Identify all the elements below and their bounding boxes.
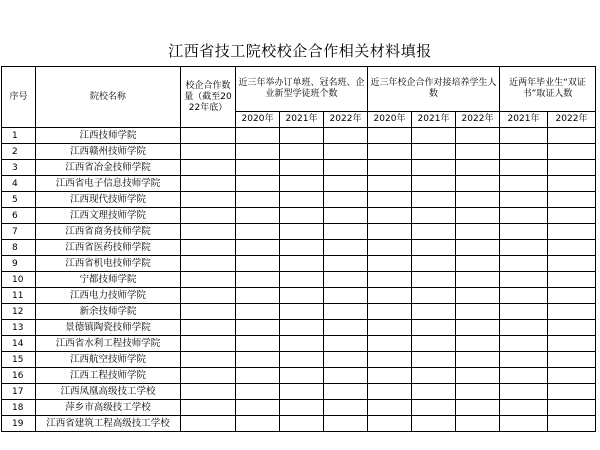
row-number-cell[interactable]: 19 xyxy=(2,416,36,432)
school-name-cell[interactable]: 江西省医药技师学院 xyxy=(36,240,181,256)
value-cell[interactable] xyxy=(412,304,456,320)
value-cell[interactable] xyxy=(548,288,596,304)
value-cell[interactable] xyxy=(324,288,368,304)
row-number-cell[interactable]: 8 xyxy=(2,240,36,256)
row-number-cell[interactable]: 17 xyxy=(2,384,36,400)
value-cell[interactable] xyxy=(456,128,500,144)
value-cell[interactable] xyxy=(368,192,412,208)
row-number-cell[interactable]: 12 xyxy=(2,304,36,320)
table-row xyxy=(2,400,596,416)
table-row xyxy=(2,336,596,352)
value-cell[interactable] xyxy=(280,272,324,288)
value-cell[interactable] xyxy=(368,128,412,144)
value-cell[interactable] xyxy=(548,160,596,176)
value-cell[interactable] xyxy=(280,416,324,432)
value-cell[interactable] xyxy=(456,208,500,224)
table-row xyxy=(2,384,596,400)
value-cell[interactable] xyxy=(368,352,412,368)
value-cell[interactable] xyxy=(181,368,236,384)
value-cell[interactable] xyxy=(368,304,412,320)
value-cell[interactable] xyxy=(548,368,596,384)
table-row xyxy=(2,256,596,272)
value-cell[interactable] xyxy=(456,272,500,288)
value-cell[interactable] xyxy=(548,208,596,224)
value-cell[interactable] xyxy=(181,176,236,192)
value-cell[interactable] xyxy=(368,224,412,240)
year-header[interactable]: 2020年 xyxy=(368,112,412,128)
value-cell[interactable] xyxy=(412,192,456,208)
value-cell[interactable] xyxy=(324,224,368,240)
value-cell[interactable] xyxy=(500,320,548,336)
value-cell[interactable] xyxy=(412,384,456,400)
value-cell[interactable] xyxy=(236,240,280,256)
column-header-students[interactable]: 近三年校企合作对接培养学生人数 xyxy=(368,67,500,112)
table-body xyxy=(2,128,596,432)
value-cell[interactable] xyxy=(412,160,456,176)
value-cell[interactable] xyxy=(456,416,500,432)
value-cell[interactable] xyxy=(456,192,500,208)
table-row xyxy=(2,272,596,288)
value-cell[interactable] xyxy=(368,368,412,384)
value-cell[interactable] xyxy=(548,400,596,416)
value-cell[interactable] xyxy=(548,240,596,256)
value-cell[interactable] xyxy=(548,272,596,288)
value-cell[interactable] xyxy=(500,240,548,256)
value-cell[interactable] xyxy=(280,336,324,352)
value-cell[interactable] xyxy=(412,240,456,256)
value-cell[interactable] xyxy=(236,224,280,240)
value-cell[interactable] xyxy=(456,288,500,304)
value-cell[interactable] xyxy=(236,288,280,304)
school-name-cell[interactable]: 江西文理技师学院 xyxy=(36,208,181,224)
value-cell[interactable] xyxy=(368,288,412,304)
value-cell[interactable] xyxy=(181,208,236,224)
value-cell[interactable] xyxy=(324,400,368,416)
value-cell[interactable] xyxy=(500,384,548,400)
value-cell[interactable] xyxy=(412,128,456,144)
table-row xyxy=(2,224,596,240)
value-cell[interactable] xyxy=(324,256,368,272)
table-row xyxy=(2,240,596,256)
year-header[interactable]: 2021年 xyxy=(500,112,548,128)
value-cell[interactable] xyxy=(181,240,236,256)
value-cell[interactable] xyxy=(456,176,500,192)
value-cell[interactable] xyxy=(548,256,596,272)
value-cell[interactable] xyxy=(548,176,596,192)
value-cell[interactable] xyxy=(456,240,500,256)
table-row xyxy=(2,128,596,144)
value-cell[interactable] xyxy=(181,288,236,304)
value-cell[interactable] xyxy=(368,240,412,256)
school-name-cell[interactable]: 景德镇陶瓷技师学院 xyxy=(36,320,181,336)
value-cell[interactable] xyxy=(181,224,236,240)
value-cell[interactable] xyxy=(456,320,500,336)
year-header[interactable]: 2022年 xyxy=(324,112,368,128)
school-name-cell[interactable]: 江西航空技师学院 xyxy=(36,352,181,368)
value-cell[interactable] xyxy=(500,416,548,432)
row-number-cell[interactable]: 4 xyxy=(2,176,36,192)
value-cell[interactable] xyxy=(456,256,500,272)
value-cell[interactable] xyxy=(181,192,236,208)
table-row xyxy=(2,208,596,224)
value-cell[interactable] xyxy=(456,400,500,416)
value-cell[interactable] xyxy=(368,416,412,432)
value-cell[interactable] xyxy=(181,352,236,368)
value-cell[interactable] xyxy=(181,144,236,160)
value-cell[interactable] xyxy=(412,288,456,304)
value-cell[interactable] xyxy=(280,176,324,192)
header-row xyxy=(2,67,596,112)
table-row xyxy=(2,304,596,320)
value-cell[interactable] xyxy=(500,208,548,224)
value-cell[interactable] xyxy=(412,352,456,368)
value-cell[interactable] xyxy=(456,160,500,176)
value-cell[interactable] xyxy=(324,240,368,256)
value-cell[interactable] xyxy=(280,368,324,384)
year-header[interactable]: 2020年 xyxy=(236,112,280,128)
value-cell[interactable] xyxy=(412,208,456,224)
row-number-cell[interactable]: 6 xyxy=(2,208,36,224)
value-cell[interactable] xyxy=(456,336,500,352)
value-cell[interactable] xyxy=(412,336,456,352)
table-row xyxy=(2,352,596,368)
value-cell[interactable] xyxy=(368,336,412,352)
value-cell[interactable] xyxy=(412,272,456,288)
value-cell[interactable] xyxy=(500,304,548,320)
value-cell[interactable] xyxy=(324,272,368,288)
table-row xyxy=(2,192,596,208)
column-header-certificates[interactable]: 近两年毕业生“双证书”取证人数 xyxy=(500,67,596,112)
value-cell[interactable] xyxy=(280,304,324,320)
value-cell[interactable] xyxy=(548,128,596,144)
value-cell[interactable] xyxy=(500,352,548,368)
row-number-cell[interactable]: 15 xyxy=(2,352,36,368)
value-cell[interactable] xyxy=(412,416,456,432)
table-row xyxy=(2,320,596,336)
value-cell[interactable] xyxy=(500,336,548,352)
value-cell[interactable] xyxy=(412,176,456,192)
value-cell[interactable] xyxy=(280,160,324,176)
year-header[interactable]: 2022年 xyxy=(548,112,596,128)
value-cell[interactable] xyxy=(548,384,596,400)
value-cell[interactable] xyxy=(181,128,236,144)
school-name-cell[interactable]: 江西省机电技师学院 xyxy=(36,256,181,272)
row-number-cell[interactable]: 13 xyxy=(2,320,36,336)
school-name-cell[interactable]: 宁都技师学院 xyxy=(36,272,181,288)
table-row xyxy=(2,368,596,384)
value-cell[interactable] xyxy=(236,272,280,288)
value-cell[interactable] xyxy=(368,208,412,224)
value-cell[interactable] xyxy=(456,368,500,384)
value-cell[interactable] xyxy=(280,256,324,272)
value-cell[interactable] xyxy=(368,144,412,160)
row-number-cell[interactable]: 1 xyxy=(2,128,36,144)
value-cell[interactable] xyxy=(500,128,548,144)
value-cell[interactable] xyxy=(412,368,456,384)
value-cell[interactable] xyxy=(324,192,368,208)
value-cell[interactable] xyxy=(324,144,368,160)
school-name-cell[interactable]: 萍乡市高级技工学校 xyxy=(36,400,181,416)
value-cell[interactable] xyxy=(368,160,412,176)
value-cell[interactable] xyxy=(280,384,324,400)
school-name-cell[interactable]: 江西省建筑工程高级技工学校 xyxy=(36,416,181,432)
column-header-classes[interactable]: 近三年举办订单班、冠名班、企业新型学徒班个数 xyxy=(236,67,368,112)
value-cell[interactable] xyxy=(412,256,456,272)
value-cell[interactable] xyxy=(280,144,324,160)
value-cell[interactable] xyxy=(456,304,500,320)
value-cell[interactable] xyxy=(236,384,280,400)
table-row xyxy=(2,288,596,304)
year-header[interactable]: 2021年 xyxy=(412,112,456,128)
value-cell[interactable] xyxy=(500,144,548,160)
column-header-cooperation[interactable]: 校企合作数量（截至2022年底） xyxy=(181,67,236,128)
value-cell[interactable] xyxy=(181,256,236,272)
value-cell[interactable] xyxy=(500,400,548,416)
value-cell[interactable] xyxy=(368,320,412,336)
value-cell[interactable] xyxy=(324,368,368,384)
value-cell[interactable] xyxy=(500,224,548,240)
value-cell[interactable] xyxy=(368,256,412,272)
value-cell[interactable] xyxy=(456,384,500,400)
value-cell[interactable] xyxy=(181,160,236,176)
school-name-cell[interactable]: 江西工程技师学院 xyxy=(36,368,181,384)
row-number-cell[interactable]: 2 xyxy=(2,144,36,160)
value-cell[interactable] xyxy=(236,416,280,432)
value-cell[interactable] xyxy=(280,192,324,208)
value-cell[interactable] xyxy=(500,368,548,384)
value-cell[interactable] xyxy=(280,224,324,240)
value-cell[interactable] xyxy=(280,240,324,256)
value-cell[interactable] xyxy=(500,272,548,288)
value-cell[interactable] xyxy=(236,336,280,352)
row-number-cell[interactable]: 5 xyxy=(2,192,36,208)
school-name-cell[interactable]: 江西凤凰高级技工学校 xyxy=(36,384,181,400)
value-cell[interactable] xyxy=(324,352,368,368)
school-name-cell[interactable]: 新余技师学院 xyxy=(36,304,181,320)
value-cell[interactable] xyxy=(548,416,596,432)
column-header-school[interactable]: 院校名称 xyxy=(36,67,181,128)
value-cell[interactable] xyxy=(500,176,548,192)
value-cell[interactable] xyxy=(324,336,368,352)
value-cell[interactable] xyxy=(548,144,596,160)
value-cell[interactable] xyxy=(280,128,324,144)
value-cell[interactable] xyxy=(280,208,324,224)
value-cell[interactable] xyxy=(324,128,368,144)
value-cell[interactable] xyxy=(456,352,500,368)
value-cell[interactable] xyxy=(548,224,596,240)
school-name-cell[interactable]: 江西电力技师学院 xyxy=(36,288,181,304)
value-cell[interactable] xyxy=(181,336,236,352)
value-cell[interactable] xyxy=(236,128,280,144)
row-number-cell[interactable]: 7 xyxy=(2,224,36,240)
value-cell[interactable] xyxy=(236,256,280,272)
value-cell[interactable] xyxy=(548,320,596,336)
row-number-cell[interactable]: 11 xyxy=(2,288,36,304)
value-cell[interactable] xyxy=(548,336,596,352)
row-number-cell[interactable]: 18 xyxy=(2,400,36,416)
value-cell[interactable] xyxy=(280,320,324,336)
value-cell[interactable] xyxy=(236,144,280,160)
school-name-cell[interactable]: 江西省水利工程技师学院 xyxy=(36,336,181,352)
value-cell[interactable] xyxy=(236,400,280,416)
table-row xyxy=(2,160,596,176)
school-name-cell[interactable]: 江西现代技师学院 xyxy=(36,192,181,208)
row-number-cell[interactable]: 9 xyxy=(2,256,36,272)
value-cell[interactable] xyxy=(412,400,456,416)
value-cell[interactable] xyxy=(324,304,368,320)
value-cell[interactable] xyxy=(181,320,236,336)
value-cell[interactable] xyxy=(280,400,324,416)
value-cell[interactable] xyxy=(548,352,596,368)
value-cell[interactable] xyxy=(236,304,280,320)
table-row xyxy=(2,144,596,160)
value-cell[interactable] xyxy=(324,160,368,176)
value-cell[interactable] xyxy=(181,400,236,416)
value-cell[interactable] xyxy=(236,320,280,336)
value-cell[interactable] xyxy=(236,176,280,192)
value-cell[interactable] xyxy=(236,368,280,384)
row-number-cell[interactable]: 10 xyxy=(2,272,36,288)
value-cell[interactable] xyxy=(280,352,324,368)
value-cell[interactable] xyxy=(324,416,368,432)
value-cell[interactable] xyxy=(500,288,548,304)
value-cell[interactable] xyxy=(548,192,596,208)
value-cell[interactable] xyxy=(456,144,500,160)
page-title: 江西省技工院校校企合作相关材料填报 xyxy=(168,42,432,60)
year-header[interactable]: 2022年 xyxy=(456,112,500,128)
value-cell[interactable] xyxy=(324,208,368,224)
year-header[interactable]: 2021年 xyxy=(280,112,324,128)
value-cell[interactable] xyxy=(368,176,412,192)
data-table xyxy=(1,66,596,432)
row-number-cell[interactable]: 16 xyxy=(2,368,36,384)
value-cell[interactable] xyxy=(181,416,236,432)
table-row xyxy=(2,416,596,432)
value-cell[interactable] xyxy=(456,224,500,240)
value-cell[interactable] xyxy=(412,320,456,336)
school-name-cell[interactable]: 江西省电子信息技师学院 xyxy=(36,176,181,192)
value-cell[interactable] xyxy=(280,288,324,304)
value-cell[interactable] xyxy=(500,256,548,272)
table-row xyxy=(2,176,596,192)
value-cell[interactable] xyxy=(236,208,280,224)
column-header-seq[interactable]: 序号 xyxy=(2,67,36,128)
value-cell[interactable] xyxy=(181,272,236,288)
school-name-cell[interactable]: 江西省冶金技师学院 xyxy=(36,160,181,176)
row-number-cell[interactable]: 14 xyxy=(2,336,36,352)
value-cell[interactable] xyxy=(324,176,368,192)
value-cell[interactable] xyxy=(181,384,236,400)
value-cell[interactable] xyxy=(500,160,548,176)
value-cell[interactable] xyxy=(368,400,412,416)
value-cell[interactable] xyxy=(236,192,280,208)
value-cell[interactable] xyxy=(181,304,236,320)
school-name-cell[interactable]: 江西省商务技师学院 xyxy=(36,224,181,240)
school-name-cell[interactable]: 江西技师学院 xyxy=(36,128,181,144)
value-cell[interactable] xyxy=(324,320,368,336)
value-cell[interactable] xyxy=(412,224,456,240)
value-cell[interactable] xyxy=(368,384,412,400)
value-cell[interactable] xyxy=(236,160,280,176)
school-name-cell[interactable]: 江西赣州技师学院 xyxy=(36,144,181,160)
value-cell[interactable] xyxy=(548,304,596,320)
value-cell[interactable] xyxy=(412,144,456,160)
row-number-cell[interactable]: 3 xyxy=(2,160,36,176)
value-cell[interactable] xyxy=(324,384,368,400)
value-cell[interactable] xyxy=(500,192,548,208)
value-cell[interactable] xyxy=(236,352,280,368)
value-cell[interactable] xyxy=(368,272,412,288)
